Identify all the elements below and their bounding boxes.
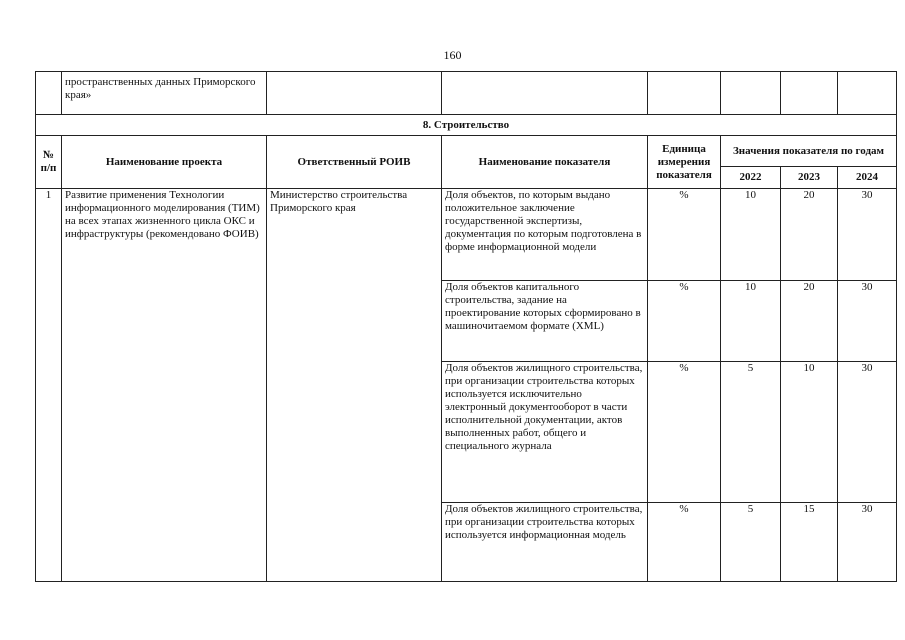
project-roiv: Министерство строительства Приморского края	[267, 189, 442, 582]
project-name: Развитие применения Технологии информационного моделирования (ТИМ) на всех этапах жизненного цикла ОКС и инфраструктуры (рекомендовано ФОИВ)	[62, 189, 267, 582]
header-values-group: Значения показателя по годам	[721, 136, 897, 167]
continuation-2024-cell	[838, 72, 897, 115]
continuation-row	[36, 72, 897, 115]
indicator-value-2023: 20	[781, 281, 838, 362]
header-year-2023: 2023	[781, 167, 838, 189]
section-title: 8. Строительство	[36, 115, 897, 136]
header-roiv: Ответственный РОИВ	[267, 136, 442, 189]
continuation-roiv-cell	[267, 72, 442, 115]
indicator-unit: %	[648, 281, 721, 362]
indicator-name: Доля объектов капитального строительства, задание на проектирование которых сформировано в машиночитаемом формате (XML)	[442, 281, 648, 362]
indicators-table	[35, 71, 897, 582]
indicator-value-2022: 10	[721, 281, 781, 362]
indicator-name: Доля объектов жилищного строительства, при организации строительства которых используется информационная модель	[442, 503, 648, 582]
indicator-value-2023: 15	[781, 503, 838, 582]
continuation-2022-cell	[721, 72, 781, 115]
page-number: 160	[443, 48, 462, 62]
indicator-unit: %	[648, 503, 721, 582]
section-row	[36, 115, 897, 136]
table-row	[36, 189, 897, 281]
indicator-value-2024: 30	[838, 281, 897, 362]
header-year-2024: 2024	[838, 167, 897, 189]
header-project: Наименование проекта	[62, 136, 267, 189]
header-indicator: Наименование показателя	[442, 136, 648, 189]
indicator-value-2024: 30	[838, 503, 897, 582]
continuation-2023-cell	[781, 72, 838, 115]
indicator-name: Доля объектов жилищного строительства, при организации строительства которых используется исключительно электронный документооборот в части исполнительной документации, актов выполненных работ, общего и специального журнала	[442, 362, 648, 503]
indicator-value-2023: 20	[781, 189, 838, 281]
project-no: 1	[36, 189, 62, 582]
indicator-unit: %	[648, 189, 721, 281]
indicator-name: Доля объектов, по которым выдано положительное заключение государственной экспертизы, документация по которым подготовлена в форме информационной модели	[442, 189, 648, 281]
header-no: № п/п	[36, 136, 62, 189]
continuation-indicator-cell	[442, 72, 648, 115]
continuation-no-cell	[36, 72, 62, 115]
continuation-project-cell: пространственных данных Приморского края»	[62, 72, 267, 115]
indicator-value-2022: 5	[721, 503, 781, 582]
header-unit: Единица измерения показателя	[648, 136, 721, 189]
indicator-value-2024: 30	[838, 362, 897, 503]
indicator-unit: %	[648, 362, 721, 503]
continuation-unit-cell	[648, 72, 721, 115]
indicator-value-2023: 10	[781, 362, 838, 503]
indicator-value-2022: 10	[721, 189, 781, 281]
header-row	[36, 136, 897, 167]
indicator-value-2024: 30	[838, 189, 897, 281]
header-year-2022: 2022	[721, 167, 781, 189]
indicator-value-2022: 5	[721, 362, 781, 503]
